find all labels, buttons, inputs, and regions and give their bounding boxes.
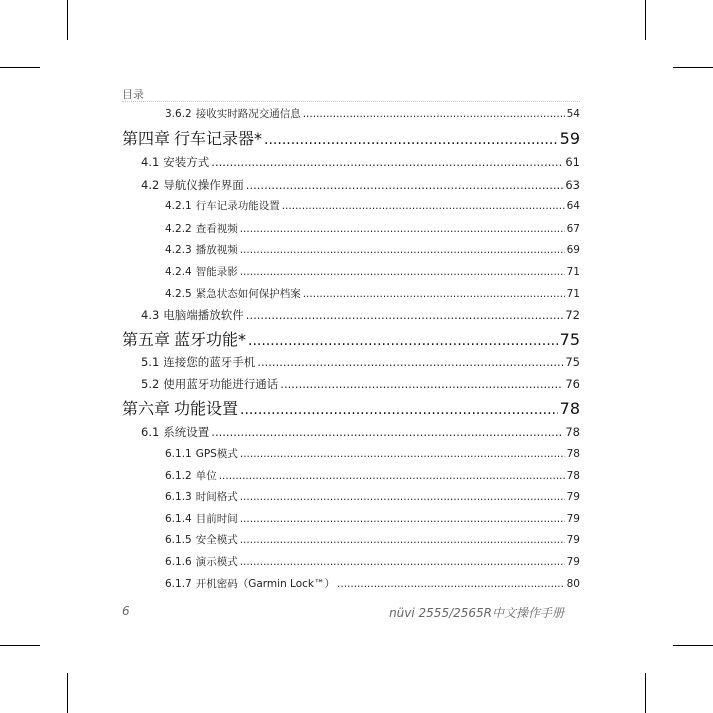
toc-number: 4.3 bbox=[141, 308, 160, 322]
toc-number: 6.1.3 bbox=[165, 491, 192, 503]
toc-title: 开机密码（Garmin Lock™） bbox=[195, 578, 336, 590]
dot-leader bbox=[240, 223, 565, 235]
toc-title: 目前时间 bbox=[195, 513, 238, 525]
header-rule bbox=[122, 101, 580, 102]
toc-entry[interactable] bbox=[165, 532, 580, 547]
toc-entry[interactable] bbox=[165, 221, 580, 236]
toc-number: 6.1.7 bbox=[165, 578, 192, 590]
toc-entry[interactable] bbox=[165, 576, 580, 591]
toc-page: 78 bbox=[565, 425, 580, 439]
toc-number: 4.2.3 bbox=[165, 244, 192, 256]
toc-page: 71 bbox=[566, 266, 580, 278]
toc-page: 78 bbox=[559, 399, 580, 418]
crop-mark bbox=[645, 673, 646, 713]
toc-title: 查看视频 bbox=[195, 223, 238, 235]
toc-title: 蓝牙功能* bbox=[174, 330, 247, 349]
dot-leader bbox=[337, 578, 565, 590]
toc-chapter[interactable] bbox=[122, 327, 580, 350]
toc-title: 演示模式 bbox=[195, 556, 238, 568]
toc-entry[interactable] bbox=[165, 468, 580, 483]
toc-number: 第四章 bbox=[122, 129, 171, 148]
dot-leader bbox=[264, 129, 558, 148]
toc-page: 64 bbox=[566, 200, 580, 212]
dot-leader bbox=[211, 155, 563, 169]
toc-entry[interactable] bbox=[141, 354, 580, 370]
crop-mark bbox=[673, 67, 713, 68]
toc-entry[interactable] bbox=[165, 446, 580, 461]
dot-leader bbox=[240, 266, 565, 278]
dot-leader bbox=[211, 425, 563, 439]
toc-number: 6.1.4 bbox=[165, 513, 192, 525]
toc-number: 4.2.2 bbox=[165, 223, 192, 235]
manual-title: nüvi 2555/2565R中文操作手册 bbox=[389, 606, 564, 620]
dot-leader bbox=[240, 556, 565, 568]
page-number: 6 bbox=[122, 604, 130, 618]
toc-entry[interactable] bbox=[165, 198, 580, 213]
dot-leader bbox=[240, 448, 565, 460]
toc-entry[interactable] bbox=[141, 376, 580, 392]
dot-leader bbox=[303, 108, 565, 120]
toc-page: 71 bbox=[566, 288, 580, 300]
toc-title: 系统设置 bbox=[163, 425, 210, 439]
toc-number: 5.2 bbox=[141, 377, 160, 391]
dot-leader bbox=[240, 244, 565, 256]
dot-leader bbox=[219, 470, 565, 482]
toc-page: 79 bbox=[566, 513, 580, 525]
toc-chapter[interactable] bbox=[122, 396, 580, 419]
toc-entry[interactable] bbox=[165, 489, 580, 504]
toc-entry[interactable] bbox=[165, 106, 580, 121]
toc-number: 4.2.5 bbox=[165, 288, 192, 300]
crop-mark bbox=[673, 645, 713, 646]
toc-page: 63 bbox=[565, 178, 580, 192]
toc-number: 6.1.2 bbox=[165, 470, 192, 482]
toc-entry[interactable] bbox=[165, 286, 580, 301]
dot-leader bbox=[246, 178, 564, 192]
toc-entry[interactable] bbox=[165, 264, 580, 279]
toc-page: 78 bbox=[566, 470, 580, 482]
toc-page: 59 bbox=[559, 129, 580, 148]
toc-page: 78 bbox=[566, 448, 580, 460]
toc-title: 播放视频 bbox=[195, 244, 238, 256]
toc-number: 第五章 bbox=[122, 330, 171, 349]
toc-title: 导航仪操作界面 bbox=[163, 178, 244, 192]
toc-title: 功能设置 bbox=[174, 399, 239, 418]
dot-leader bbox=[282, 200, 565, 212]
crop-mark bbox=[0, 645, 40, 646]
toc-number: 5.1 bbox=[141, 355, 160, 369]
toc-title: 使用蓝牙功能进行通话 bbox=[163, 377, 279, 391]
toc-page: 76 bbox=[565, 377, 580, 391]
dot-leader bbox=[240, 513, 565, 525]
toc-title: 连接您的蓝牙手机 bbox=[163, 355, 256, 369]
toc-title: 紧急状态如何保护档案 bbox=[195, 288, 301, 300]
dot-leader bbox=[240, 399, 558, 418]
toc-entry[interactable] bbox=[165, 554, 580, 569]
toc-page: 75 bbox=[559, 330, 580, 349]
toc-page: 75 bbox=[565, 355, 580, 369]
toc-page: 69 bbox=[566, 244, 580, 256]
toc-number: 6.1 bbox=[141, 425, 160, 439]
crop-mark bbox=[645, 0, 646, 40]
dot-leader bbox=[280, 377, 563, 391]
toc-page: 79 bbox=[566, 556, 580, 568]
toc-page: 67 bbox=[566, 223, 580, 235]
toc-title: 安装方式 bbox=[163, 155, 210, 169]
toc-title: GPS模式 bbox=[195, 448, 238, 460]
toc-number: 4.2.4 bbox=[165, 266, 192, 278]
toc-entry[interactable] bbox=[141, 307, 580, 323]
running-head: 目录 bbox=[122, 88, 144, 101]
toc-title: 时间格式 bbox=[195, 491, 238, 503]
toc-number: 4.1 bbox=[141, 155, 160, 169]
toc-title: 接收实时路况交通信息 bbox=[195, 108, 301, 120]
toc-number: 3.6.2 bbox=[165, 108, 192, 120]
crop-mark bbox=[67, 0, 68, 40]
toc-title: 智能录影 bbox=[195, 266, 238, 278]
toc-number: 4.2 bbox=[141, 178, 160, 192]
dot-leader bbox=[257, 355, 563, 369]
crop-mark bbox=[67, 673, 68, 713]
dot-leader bbox=[303, 288, 565, 300]
toc-title: 行车记录器* bbox=[174, 129, 263, 148]
toc-number: 6.1.1 bbox=[165, 448, 192, 460]
toc-entry[interactable] bbox=[165, 242, 580, 257]
toc-chapter[interactable] bbox=[122, 126, 580, 149]
toc-title: 单位 bbox=[195, 470, 217, 482]
dot-leader bbox=[246, 308, 564, 322]
toc-page: 79 bbox=[566, 491, 580, 503]
toc-title: 安全模式 bbox=[195, 534, 238, 546]
dot-leader bbox=[248, 330, 558, 349]
toc-title: 行车记录功能设置 bbox=[195, 200, 280, 212]
toc-number: 第六章 bbox=[122, 399, 171, 418]
toc-entry[interactable] bbox=[141, 177, 580, 193]
toc-page: 79 bbox=[566, 534, 580, 546]
dot-leader bbox=[240, 534, 565, 546]
toc-entry[interactable] bbox=[141, 154, 580, 170]
toc-page: 72 bbox=[565, 308, 580, 322]
toc-number: 6.1.5 bbox=[165, 534, 192, 546]
toc-page: 61 bbox=[565, 155, 580, 169]
toc-number: 6.1.6 bbox=[165, 556, 192, 568]
toc-page: 80 bbox=[566, 578, 580, 590]
toc-entry[interactable] bbox=[165, 511, 580, 526]
toc-title: 电脑端播放软件 bbox=[163, 308, 244, 322]
toc-page: 54 bbox=[566, 108, 580, 120]
dot-leader bbox=[240, 491, 565, 503]
toc-number: 4.2.1 bbox=[165, 200, 192, 212]
crop-mark bbox=[0, 67, 40, 68]
toc-entry[interactable] bbox=[141, 424, 580, 440]
